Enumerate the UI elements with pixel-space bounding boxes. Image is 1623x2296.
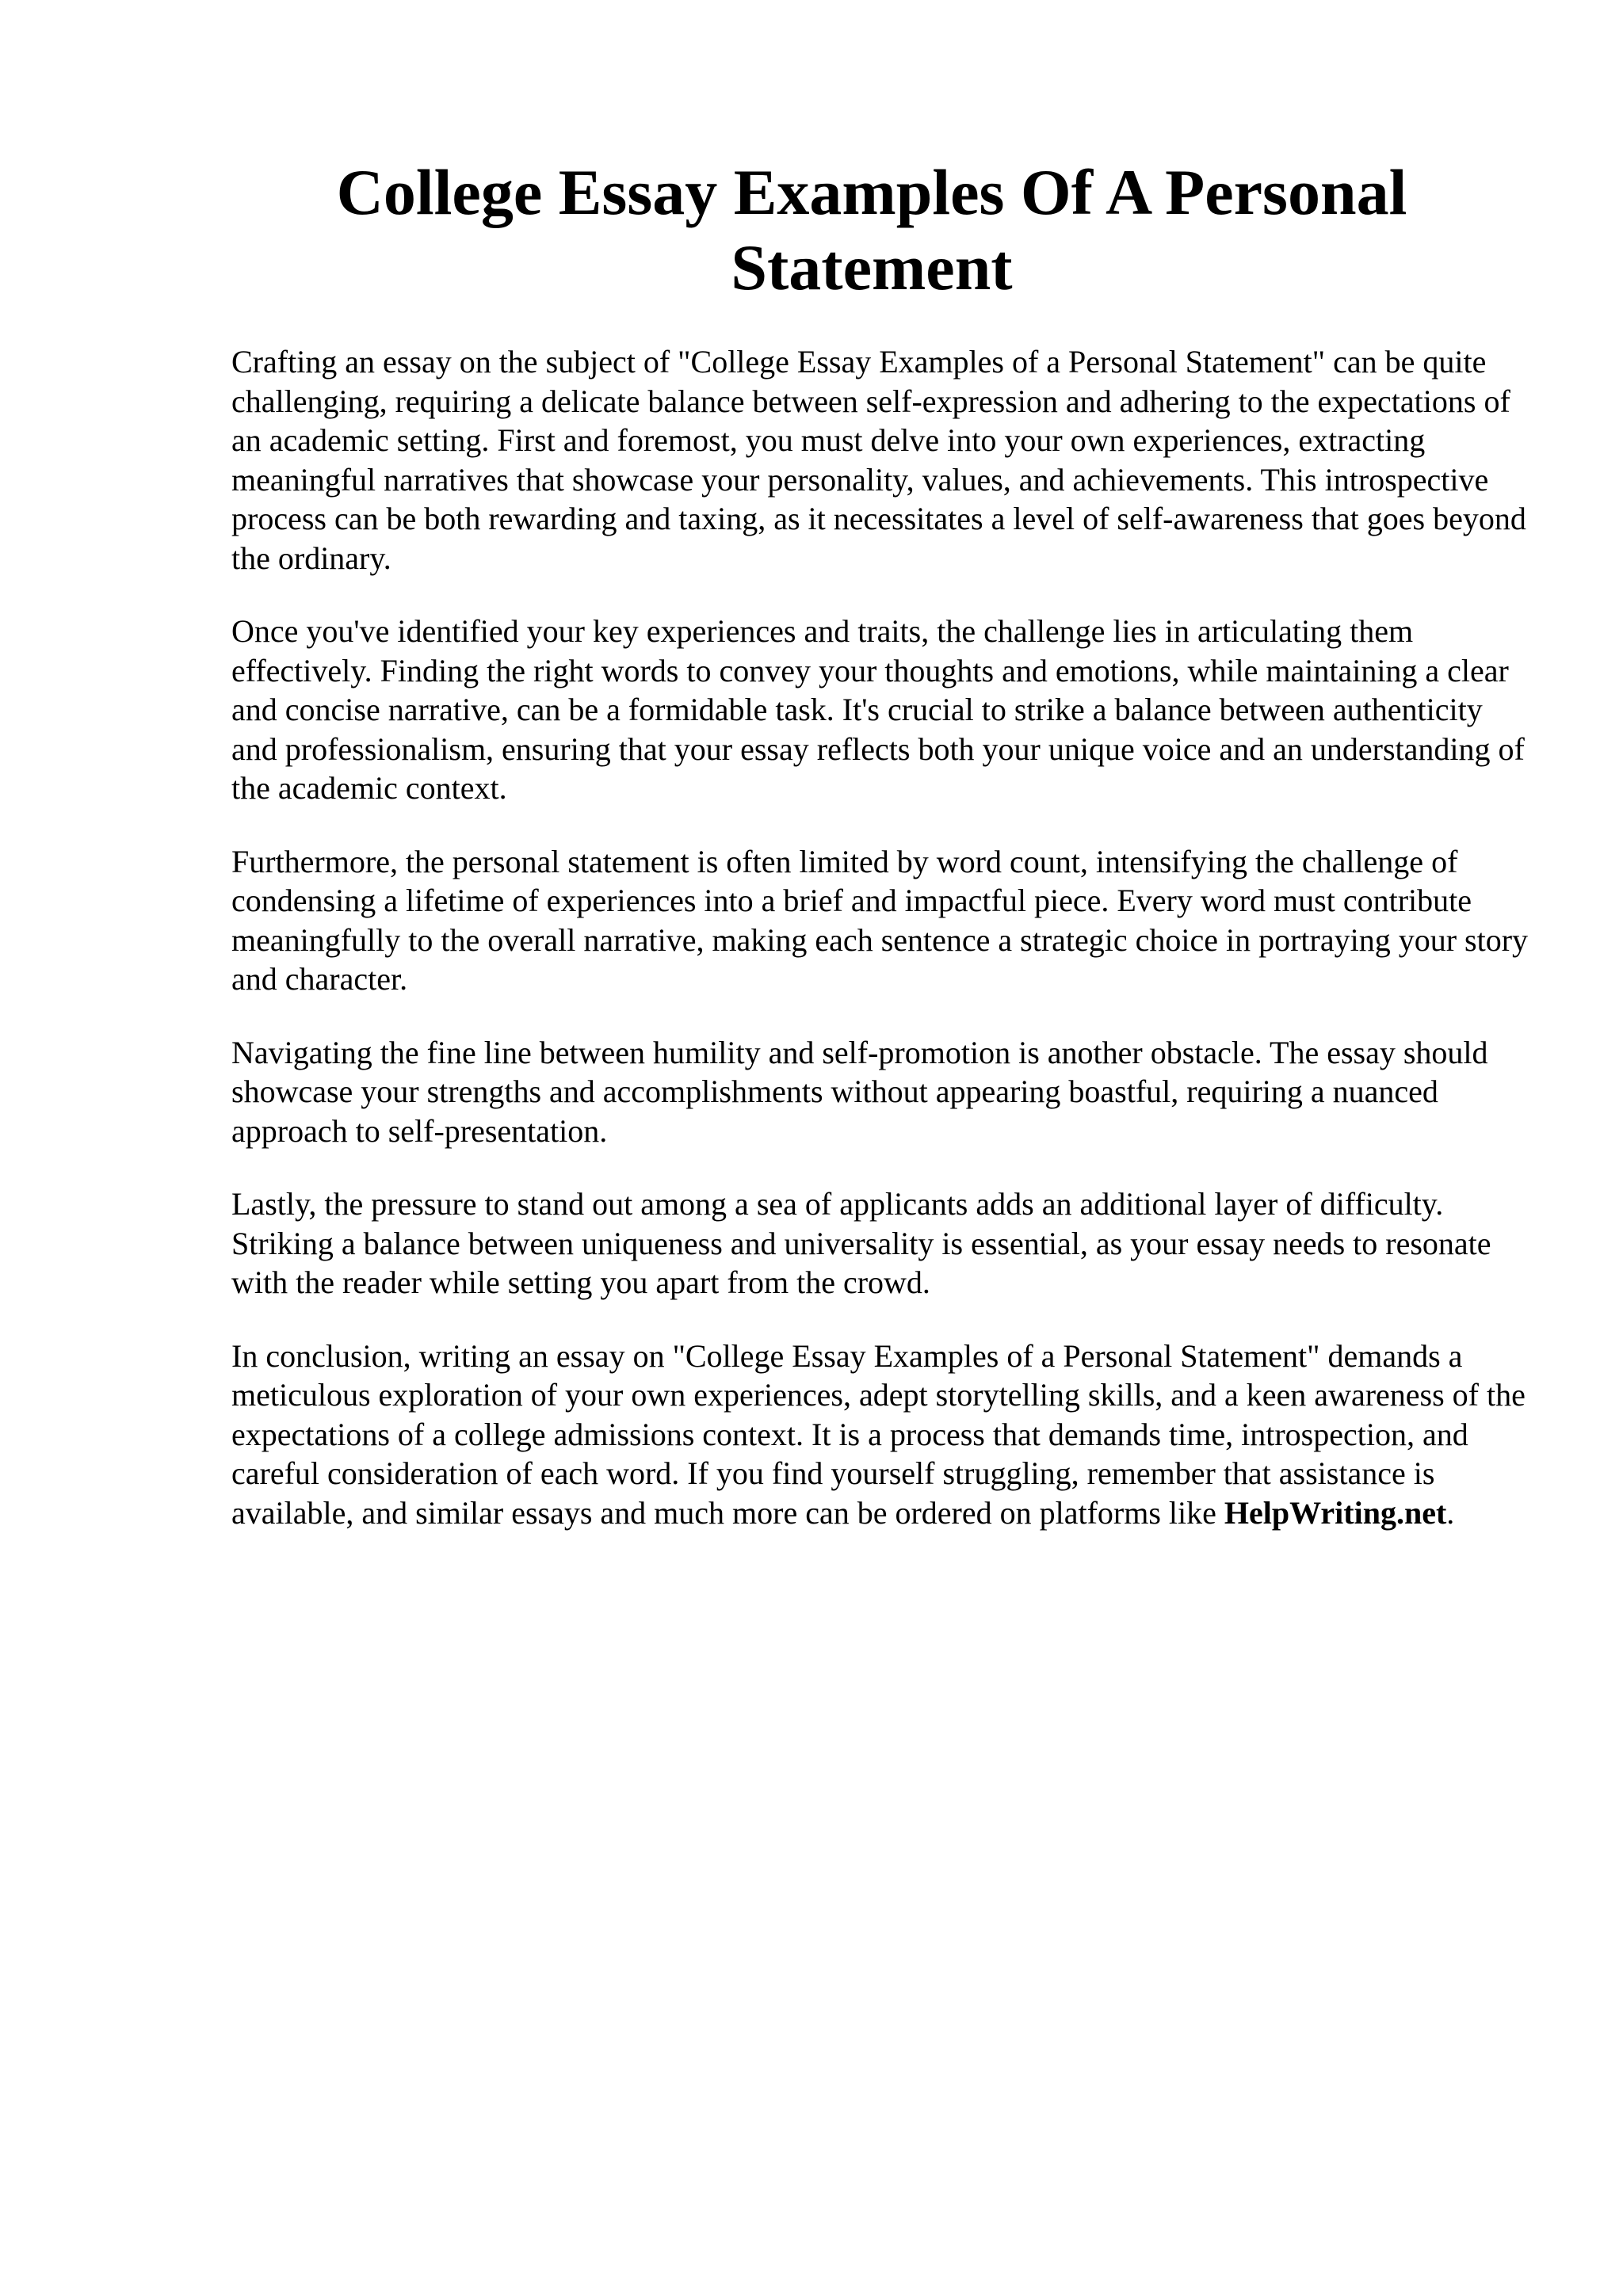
- helpwriting-link[interactable]: HelpWriting.net: [1224, 1494, 1447, 1531]
- paragraph-1: Crafting an essay on the subject of "College Essay Examples of a Personal Statement" can be quite challenging, requiring a delicate balance between self-expression and adhering to the expectations of an academic setting. First and foremost, you must delve into your own experiences, extracting meaningful narratives that showcase your personality, values, and achievements. This introspective process can be both rewarding and taxing, as it necessitates a level of self-awareness that goes beyond the ordinary.: [231, 344, 1526, 576]
- document-body: [231, 342, 1531, 1566]
- paragraph-4: Navigating the fine line between humility and self-promotion is another obstacle. The essay should showcase your strengths and accomplishments without appearing boastful, requiring a nuanced approach to self-presentation.: [231, 1034, 1488, 1149]
- paragraph-2: Once you've identified your key experiences and traits, the challenge lies in articulating them effectively. Finding the right words to convey your thoughts and emotions, while maintaining a clear and concise narrative, can be a formidable task. It's crucial to strike a balance between authenticity and professionalism, ensuring that your essay reflects both your unique voice and an understanding of the academic context.: [231, 613, 1525, 806]
- conclusion-text: In conclusion, writing an essay on "College Essay Examples of a Personal Statement" demands a meticulous exploration of your own experiences, adept storytelling skills, and a keen awareness of the expectations of a college admissions context. It is a process that demands time, introspection, and careful consideration of each word. If you find yourself struggling, remember that assistance is available, and similar essays and much more can be ordered on platforms like: [231, 1337, 1526, 1531]
- conclusion-end: .: [1446, 1494, 1455, 1531]
- page-title: College Essay Examples Of A Personal Statement: [336, 156, 1407, 303]
- paragraph-5: Lastly, the pressure to stand out among a sea of applicants adds an additional layer of difficulty. Striking a balance between uniqueness and universality is essential, as your essay needs to resonate with the reader while setting you apart from the crowd.: [231, 1186, 1491, 1300]
- paragraph-conclusion: [231, 1337, 1531, 1533]
- paragraph-3: Furthermore, the personal statement is often limited by word count, intensifying the challenge of condensing a lifetime of experiences into a brief and impactful piece. Every word must contribute meaningfully to the overall narrative, making each sentence a strategic choice in portraying your story and character.: [231, 843, 1529, 997]
